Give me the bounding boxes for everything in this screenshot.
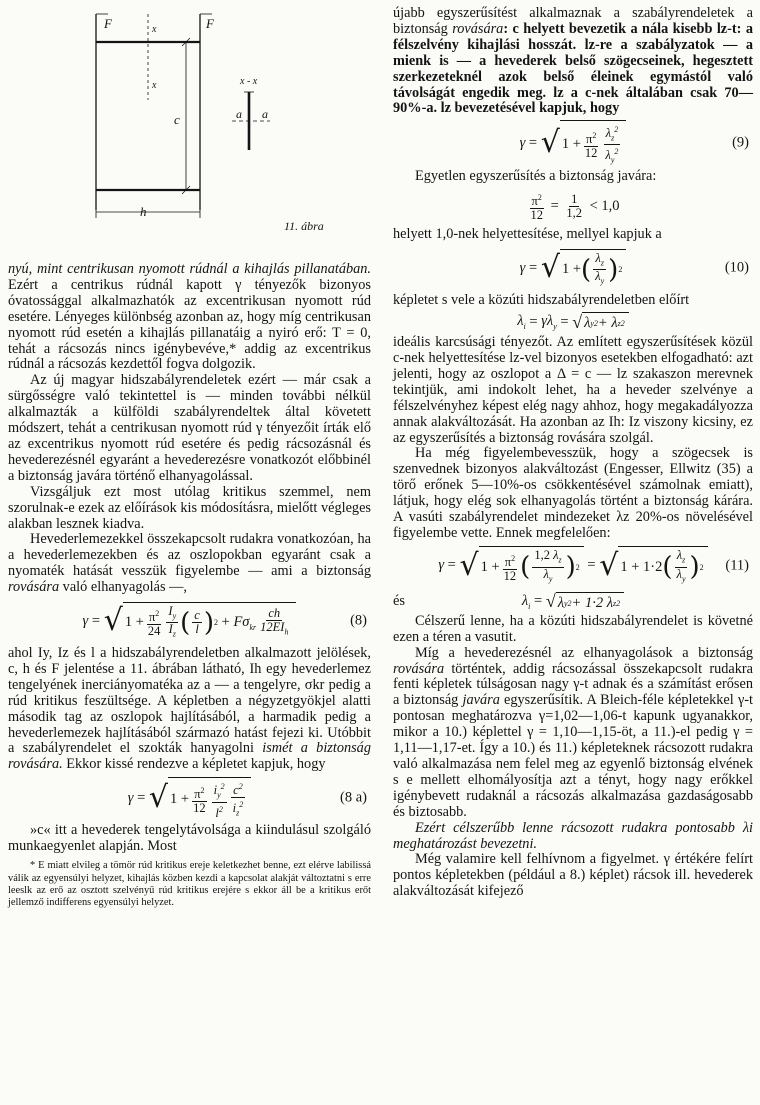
fig-label-c: c — [174, 112, 180, 127]
right-column — [393, 0, 753, 900]
equation-lambda-i: $\lambda_i$ = $\gamma\lambda_y$ = √ λ y 2 + λ z 2 — [393, 309, 753, 335]
right-para-1: újabb egyszerűsítést alkalmaznak a szabályrendeletek a biztonság rovására: c helyett bevezetik a nála kisebb lz-t: a félszelvény kihajlási hosszát. lz-re a szabályzatok — a mienk is — a hevederek belső szögecseinek, hegesztett szerkezeteknél azok belső éleinek egymástól való távolságát engedik meg. lz a c-nek általában csak 70—90%-a. lz bevezetésével kapjuk, hogy — [393, 5, 753, 117]
equation-lambda-i-2: és $\lambda_i$ = √ λ y 2 + 1·2 λ z 2 — [393, 590, 753, 614]
left-para-4: Hevederlemezekkel összekapcsolt rudakra vonatkozóan, ha a hevederlemezekben és az oszlopokban egyaránt csak a nyomaték hatását vesszük figyelembe — ami a biztonság rovására való elhanyagolás —, — [8, 531, 371, 596]
right-para-5: ideális karcsúsági tényezőt. Az említett egyszerűsítések közül c-nek helyettesítése lz-vel bizonyos esetekben elfogadható: azt jelenti, hogy az oszlopot a Δ = c — lz szakaszon merevnek tekintjük, ami indokolt lehet, ha a heveder szelvénye a félszelvényhez képest elég nagy ahhoz, hogy megakadályozza annak alakváltozását. Ha azonban az Ih: Iz viszony kicsiny, ez az egyszerűsítés a biztonság rovására szolgál. — [393, 334, 753, 446]
equation-10: γ = √ 1 + ( $\frac{\lambda_z}{\lambda_y}$ ) 2 (10) — [519, 250, 749, 286]
fig-label-a1: a — [236, 107, 242, 121]
figure-11 — [8, 0, 371, 262]
fig-label-a2: a — [262, 107, 268, 121]
equation-11: γ = √ 1 + $\frac{\pi^2}{12}$ ( $\frac{1,2 \lambda_z}{\lambda_y}$ ) 2 = √ 1 + 1·2 ( $\frac{\lambda_z}{\lambda_y}$ ) 2 (11) — [438, 547, 749, 584]
right-para-10: Még valamire kell felhívnom a figyelmet. γ értékére felírt pontos képletekben (például a 8.) képlet) rácsok ill. hevederek alakváltozását kifejező — [393, 851, 753, 900]
equation-10-number: (10) — [724, 259, 749, 276]
right-para-2: Egyetlen egyszerűsítés a biztonság javára: — [415, 168, 657, 185]
left-para-6: »c« itt a hevederek tengelytávolsága a kiindulásul szolgáló munkaegyenlet alapján. Most — [8, 822, 371, 855]
right-para-9: Ezért célszerűbb lenne rácsozott rudakra pontosabb λi meghatározást bevezetni. — [393, 819, 753, 852]
fig-label-x1: x — [152, 24, 157, 35]
inequality: $\frac{\pi^2}{12}$ = $\frac{1}{1,2}$ < 1,0 — [530, 191, 620, 222]
fig-label-x2: x — [152, 80, 157, 91]
es-label: és — [393, 593, 406, 610]
equation-11-number: (11) — [725, 557, 749, 574]
equation-9: γ = √ 1 + $\frac{\pi^2}{12}$ $\frac{\lambda_z^2}{\lambda_y^2}$ (9) — [393, 117, 753, 169]
left-para-5: ahol Iy, Iz és l a hidszabályrendeletben alkalmazott jelölések, c, h és F jelentése a 11. ábrában látható, Ih egy hevederlemez tengelyének inerciányomatéka az a — a tengelyre, σkr pedig a rúd kritikus feszültsége. A képletben a négyzetgyökjel alatti második tag az oszlopok hajlításából, a harmadik pedig a hevederlemezek hajlításából származó hatást fejezi ki. Utóbbit a szabályrendelet el szokták hanyagolni ismét a biztonság rovására. Ekkor kissé rendezve a képletet kapjuk, hogy — [8, 645, 371, 773]
equation-8a-number: (8 a) — [340, 789, 367, 806]
right-para-8: Míg a hevederezésnél az elhanyagolások a biztonság rovására történtek, addig rácsozással összekapcsolt rudakra fenti képletek túlságosan nagy γ-t adnak és a számítást erősen a biztonság javára egyszerűsítik. A Bleich-féle képletekkel γ-t pontosan meghatározva γ=1,02—1,06-t kapunk ugyanakkor, mikor a 10.) képlettel γ = 1,10—1,15-öt, a 11.)-el pedig γ = 1,11—1,17-et. Így a 10.) és 11.) képleteknek rácsozott rudakra való alkalmazása nem felel meg az egyenlő biztonság elvének s e mellett elhomályosítja azt a tényt, hogy nagy erőkkel igénybevett rudaknál a rácsozás alkalmazása gazdaságosabb és biztosabb. — [393, 644, 753, 820]
fig-label-h: h — [140, 204, 147, 219]
equation-8a: γ = √ 1 + $\frac{\pi^2}{12}$ $\frac{i_y^2}{l^2}$ $\frac{c^2}{i_z^2}$ (8 a) — [8, 773, 371, 823]
equation-8-number: (8) — [350, 612, 367, 629]
left-para-1: nyú, mint centrikusan nyomott rúdnál a kihajlás pillanatában. Ezért a centrikus rúdnál kapott γ tényezők bizonyos óvatossággal alkalmazhatók az excentrikusan nyomott rúd esetére. Lényeges különbség azonban az, hogy míg centrikusan nyomott rúd esetén a kihajlás pillanatáig a nyiró erő: T = 0, tehát a rácsozás nincs igénybevéve,* addig az excentrikus rúdnál a rácsozás kezdettől fogva dolgozik. — [8, 261, 371, 373]
left-para-2: Az új magyar hidszabályrendeletek ezért — már csak a sürgősségre való tekintettel is — minden további nélkül alkalmazták a külföldi szabályrendeltek által követett módszert, tehát a centrikusan nyomott rúd γ tényezőit írták elő az excentrikus nyomott rúd esetére és pedig rácsozásnál és hevederezésnél egyaránt a hevederezésre vonatkozót előbbinél a biztonság javára történő elhanyagolással. — [8, 372, 371, 484]
left-column — [8, 0, 371, 910]
left-para-3: Vizsgáljuk ezt most utólag kritikus szemmel, nem szorulnak-e ezek az előírások kis módosításra, mielőtt végleges alakban lesznek kiadva. — [8, 483, 371, 532]
fig-label-section: x - x — [240, 76, 258, 87]
equation-8: γ = √ 1 + $\frac{\pi^2}{24}$ $\frac{I_y}{I_z}$ ( $\frac{c}{l}$ ) 2 + $F\sigma_{kr}$ $\frac{ch}{12EI_h}$ (8) — [82, 603, 367, 639]
right-para-3: helyett 1,0-nek helyettesítése, mellyel kapjuk a — [393, 226, 662, 243]
right-para-6: Ha még figyelembevesszük, hogy a szögecsek is szenvednek bizonyos alakváltozást (Engesser, Ellwitz (35) a törő erőnek 5—10%-os csökkentésével számolnak emiatt), látjuk, hogy elég sok elhanyagolás történt a biztonság kárára. A vasúti szabályrendelet mindezeket λz 20%-os növelésével figyelembe vette. Ennek megfelelően: — [393, 445, 753, 541]
right-para-4: képletet s vele a közúti hidszabályrendeletben előírt — [393, 292, 690, 309]
right-para-7: Célszerű lenne, ha a közúti hidszabályrendelet is követné ezen a téren a vasutit. — [393, 612, 753, 645]
equation-9-number: (9) — [732, 134, 749, 151]
fig-label-f1: F — [104, 16, 112, 31]
footnote: * E miatt elvileg a tömör rúd kritikus ereje keletkezhet benne, ezt elérve labilissá válik az egyensúlyi helyzet, kihajlás közben kezdi a kapcsolat alakját változtatni s erre leeslk az erő az osztott szelvényű rúd kritikus erejére s ekkor áll be a kritikus erőt jellemző indifferens egyensúlyi helyzet. — [8, 860, 371, 909]
fig-label-f2: F — [206, 16, 214, 31]
figure-caption: 11. ábra — [284, 219, 324, 233]
